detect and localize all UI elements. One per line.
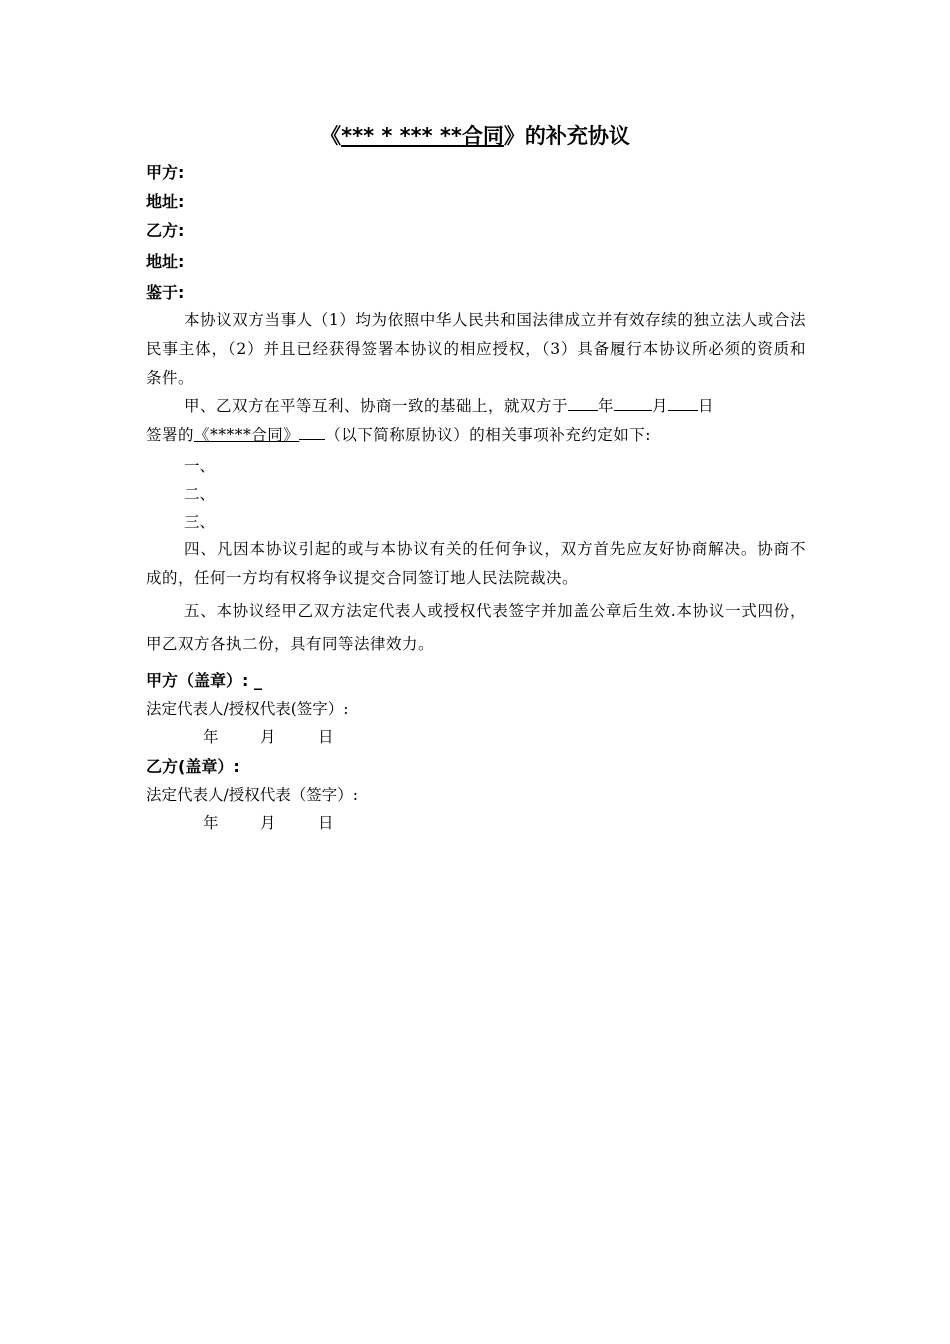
paragraph-2-contract: 《*****合同》 <box>194 426 300 444</box>
address-a-label: 地址: <box>146 192 185 211</box>
party-b-seal-label: 乙方(盖章）: <box>146 757 240 776</box>
whereas-label: 鉴于: <box>146 283 185 302</box>
party-a-label: 甲方: <box>146 163 185 182</box>
party-a-date-month: 月 <box>260 728 276 746</box>
party-b-date-day: 日 <box>318 814 334 832</box>
paragraph-4: 四、凡因本协议引起的或与本协议有关的任何争议，双方首先应友好协商解决。协商不成的，任何一方均有权将争议提交合同签订地人民法院裁决。 <box>146 540 806 587</box>
paragraph-2-day: 日 <box>698 397 715 415</box>
party-a-seal-blank: _ <box>253 671 262 690</box>
title-open: 《 <box>320 124 342 148</box>
clause-3: 三、 <box>184 513 216 531</box>
paragraph-2-intro: 甲、乙双方在平等互利、协商一致的基础上，就双方于 <box>184 397 569 415</box>
address-b-label: 地址: <box>146 252 185 271</box>
party-a-date-year: 年 <box>203 728 219 746</box>
party-b-date <box>203 811 334 833</box>
paragraph-2-signed: 签署的 <box>146 426 195 444</box>
paragraph-5: 五、本协议经甲乙双方法定代表人或授权代表签字并加盖公章后生效.本协议一式四份，甲乙双方各执二份，具有同等法律效力。 <box>146 602 806 653</box>
title-contract: 合同 <box>461 124 504 148</box>
party-b-date-year: 年 <box>203 814 219 832</box>
party-a-seal-label: 甲方（盖章）: <box>146 671 249 690</box>
clause-1: 一、 <box>184 457 216 475</box>
party-a-date <box>203 725 334 747</box>
paragraph-2-tail: （以下简称原协议）的相关事项补充约定如下: <box>325 426 652 444</box>
party-b-date-month: 月 <box>260 814 276 832</box>
party-a-seal-line <box>146 668 262 691</box>
party-b-label: 乙方: <box>146 221 185 240</box>
paragraph-1: 本协议双方当事人（1）均为依照中华人民共和国法律成立并有效存续的独立法人或合法民事主体，（2）并且已经获得签署本协议的相应授权，（3）具备履行本协议所必须的资质和条件。 <box>146 311 806 387</box>
party-a-representative-label: 法定代表人/授权代表(签字）: <box>146 700 349 718</box>
day-blank <box>668 394 698 411</box>
clause-2: 二、 <box>184 485 216 503</box>
title-close: 》的补充协议 <box>503 124 630 148</box>
paragraph-2-year: 年 <box>598 397 615 415</box>
month-blank <box>614 394 652 411</box>
document-title <box>0 120 950 150</box>
title-stars: *** * *** ** <box>341 124 462 148</box>
paragraph-2 <box>146 392 806 450</box>
contract-blank <box>299 423 325 440</box>
party-a-date-day: 日 <box>318 728 334 746</box>
party-b-representative-label: 法定代表人/授权代表（签字）: <box>146 786 358 804</box>
title-contract-name <box>341 124 504 148</box>
year-blank <box>568 394 598 411</box>
paragraph-2-month: 月 <box>652 397 669 415</box>
